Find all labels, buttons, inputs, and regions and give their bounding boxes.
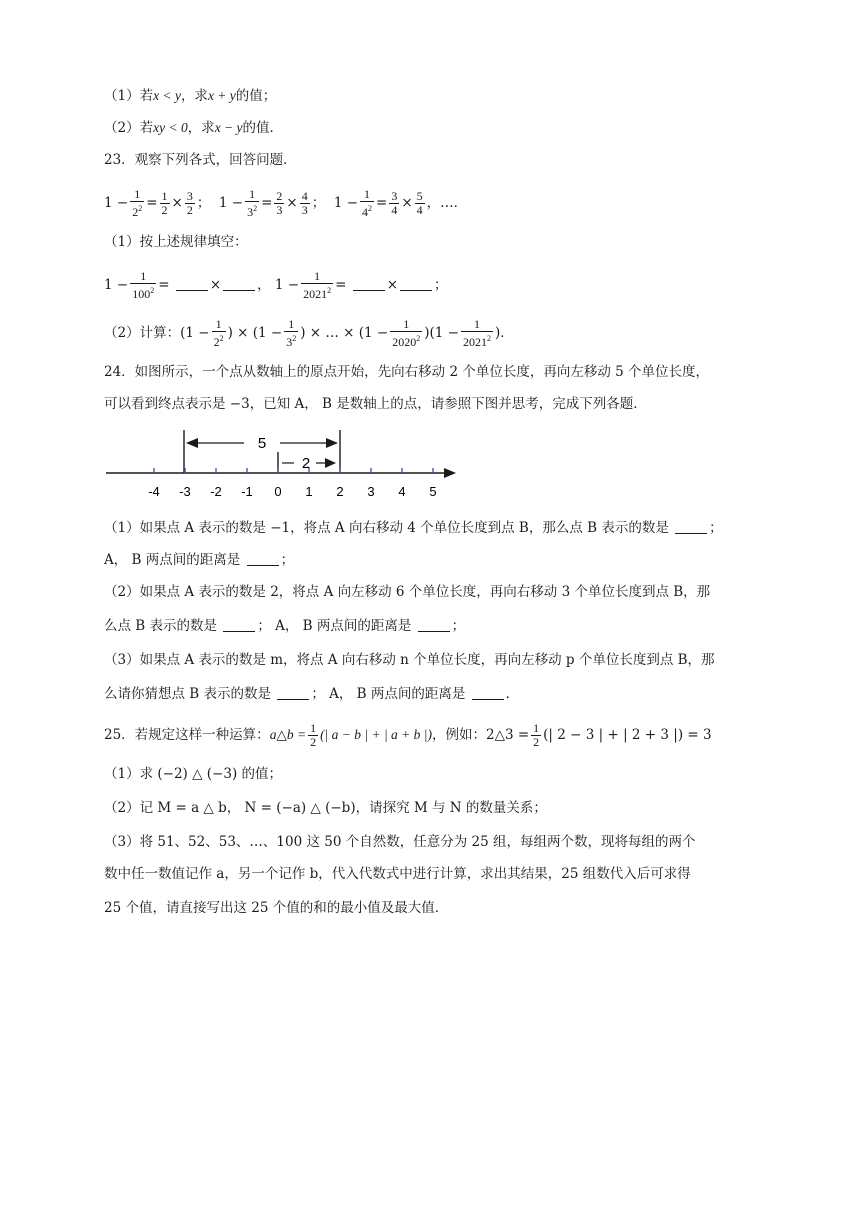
axis-tick-label: 4 bbox=[398, 484, 406, 499]
q24-line2: 可以看到终点表示是 −3，已知 A， B 是数轴上的点，请参照下图并思考，完成下列各题． bbox=[104, 396, 647, 412]
q25-part3-line1: （3）将 51、52、53、…、100 这 50 个自然数，任意分为 25 组，每组两个数，现将每组的两个 bbox=[104, 834, 696, 850]
blank-24-3b[interactable] bbox=[472, 685, 504, 700]
blank-1b[interactable] bbox=[223, 276, 255, 291]
q22-p1-text-a: （1）若 bbox=[104, 88, 154, 104]
blank-24-1a[interactable] bbox=[675, 519, 707, 534]
q22-p2-expression: x − y bbox=[214, 120, 243, 135]
blank-24-1b[interactable] bbox=[247, 551, 279, 566]
q24-part2-line2: 么点 B 表示的数是 ； A， B 两点间的距离是 ； bbox=[104, 618, 466, 634]
blank-1d[interactable] bbox=[400, 276, 432, 291]
axis-tick-label: 0 bbox=[274, 484, 282, 499]
blank-1c[interactable] bbox=[353, 276, 385, 291]
number-line-figure bbox=[104, 426, 464, 506]
q25-part1: （1）求 (−2) △ (−3) 的值； bbox=[104, 766, 283, 782]
axis-tick-label: 1 bbox=[305, 484, 313, 499]
q25-part2: （2）记 M = a △ b， N = (−a) △ (−b)，请探究 M 与 N 的数量关系； bbox=[104, 800, 547, 816]
q23-part1-blanks: 1 − $\frac{1}{100^2}$ = × ， 1 − $\frac{1}{2021^2}$ = × ； bbox=[104, 269, 448, 301]
axis-tick-label: -2 bbox=[210, 484, 222, 499]
q24-part2-line1: （2）如果点 A 表示的数是 2，将点 A 向左移动 6 个单位长度，再向右移动 3 个单位长度到点 B，那 bbox=[104, 584, 711, 600]
frac-1-over-4sq: $\frac{1}{4^2}$ bbox=[362, 187, 373, 219]
axis-arrow-icon bbox=[444, 468, 456, 478]
blank-1a[interactable] bbox=[176, 276, 208, 291]
q24-part3-line1: （3）如果点 A 表示的数是 m，将点 A 向右移动 n 个单位长度，再向左移动 p 个单位长度到点 B，那 bbox=[104, 652, 715, 668]
q22-p1-text-b: ，求 bbox=[180, 88, 208, 104]
q23-title: 23．观察下列各式，回答问题． bbox=[104, 152, 297, 168]
q24-part1-line2: A， B 两点间的距离是 ； bbox=[104, 552, 295, 568]
q22-p1-expression: x + y bbox=[207, 88, 236, 103]
q23-part2: （2）计算：(1 − $\frac{1}{2^2}$ ) × (1 − $\frac{1}{3^2}$ ) × … × (1 − $\frac{1}{2020^2}$ )(1 − $\frac{1}{2021^2}$ )． bbox=[104, 317, 514, 349]
frac-1-over-3sq: $\frac{1}{3^2}$ bbox=[247, 187, 258, 219]
axis-tick-label: 5 bbox=[429, 484, 437, 499]
q22-p1-condition: x < y bbox=[153, 88, 181, 103]
axis-tick-label: -4 bbox=[148, 484, 160, 499]
q23-pattern-formulas: 1 − $\frac{1}{2^2}$ = $\frac{1}{2}$ × $\frac{3}{2}$ ； 1 − $\frac{1}{3^2}$ = $\frac{2}{3}$ × $\frac{4}{3}$ ； 1 − $\frac{1}{4^2}$ = $\frac{3}{4}$ × $\frac{5}{4}$ ，…． bbox=[104, 187, 468, 219]
frac-3-over-2: $\frac{3}{2}$ bbox=[186, 189, 193, 217]
blank-24-2b[interactable] bbox=[418, 617, 450, 632]
frac-1-over-2: $\frac{1}{2}$ bbox=[161, 189, 168, 217]
frac-2-over-3: $\frac{2}{3}$ bbox=[276, 189, 283, 217]
q22-p1-text-c: 的值； bbox=[235, 88, 277, 104]
blank-24-3a[interactable] bbox=[277, 685, 309, 700]
q25-part3-line3: 25 个值，请直接写出这 25 个值的和的最小值及最大值． bbox=[104, 900, 449, 916]
arrow-label-2: 2 bbox=[301, 455, 311, 472]
axis-tick-label: -1 bbox=[241, 484, 253, 499]
q22-p2-text-a: （2）若 bbox=[104, 120, 154, 136]
axis-tick-label: 2 bbox=[336, 484, 344, 499]
arrow-label-5: 5 bbox=[257, 435, 267, 452]
q22-p2-text-b: ，求 bbox=[187, 120, 215, 136]
q22-part2 bbox=[104, 118, 283, 138]
blank-24-2a[interactable] bbox=[223, 617, 255, 632]
frac-4-over-3: $\frac{4}{3}$ bbox=[301, 189, 308, 217]
axis-tick-label: 3 bbox=[367, 484, 375, 499]
q24-line1: 24．如图所示，一个点从数轴上的原点开始，先向右移动 2 个单位长度，再向左移动 5 个单位长度， bbox=[104, 364, 710, 380]
q22-part1 bbox=[104, 86, 276, 106]
frac-3-over-4: $\frac{3}{4}$ bbox=[391, 189, 398, 217]
q22-p2-text-c: 的值． bbox=[242, 120, 284, 136]
q24-part3-line2: 么请你猜想点 B 表示的数是 ； A， B 两点间的距离是 ． bbox=[104, 686, 520, 702]
q22-p2-condition: xy < 0 bbox=[153, 120, 188, 135]
q24-part1-line1: （1）如果点 A 表示的数是 −1，将点 A 向右移动 4 个单位长度到点 B，那么点 B 表示的数是 ； bbox=[104, 520, 723, 536]
frac-5-over-4: $\frac{5}{4}$ bbox=[416, 189, 423, 217]
q25-definition: 25．若规定这样一种运算：a△b = $\frac{1}{2}$ (| a − b | + | a + b |)，例如：2△3 = $\frac{1}{2}$ (| 2 − 3 | + | 2 + 3 |) = 3 bbox=[104, 721, 712, 749]
frac-1-over-2sq: $\frac{1}{2^2}$ bbox=[132, 187, 143, 219]
q23-part1: （1）按上述规律填空： bbox=[104, 234, 248, 250]
axis-tick-label: -3 bbox=[179, 484, 191, 499]
q25-part3-line2: 数中任一数值记作 a，另一个记作 b，代入代数式中进行计算，求出其结果，25 组数代入后可求得 bbox=[104, 866, 691, 882]
